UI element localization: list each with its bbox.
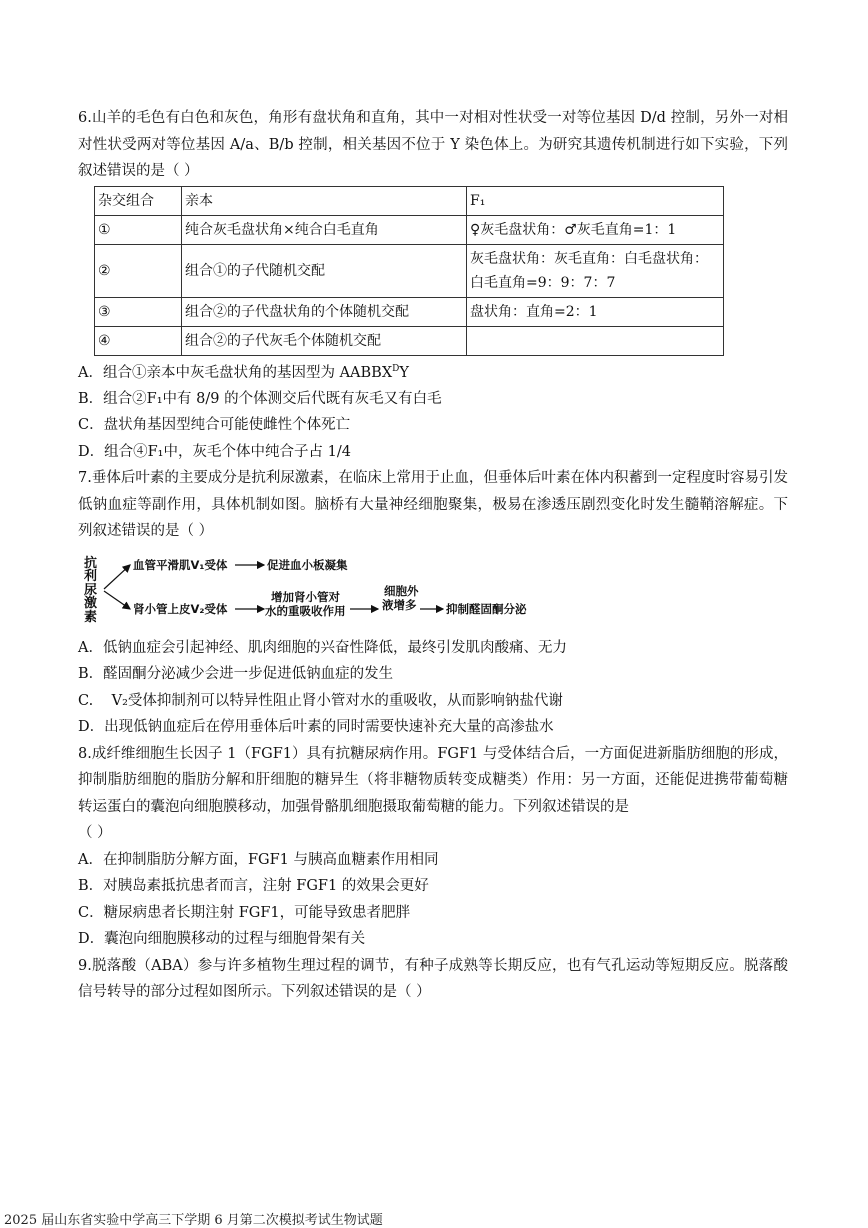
- branch-arrow-down: [104, 591, 130, 609]
- table-cell: [467, 326, 724, 355]
- table-row: [95, 297, 724, 326]
- table-cell: ②: [95, 244, 182, 297]
- bottom-step1-line2: 水的重吸收作用: [265, 603, 346, 618]
- table-row: [95, 215, 724, 244]
- table-cell: 组合②的子代盘状角的个体随机交配: [182, 297, 467, 326]
- q6-stem: 6.山羊的毛色有白色和灰色，角形有盘状角和直角，其中一对相对性状受一对等位基因 D/d 控制，另外一对相对性状受两对等位基因 A/a、B/b 控制，相关基因不位于 Y 染色体上。为研究其遗传机制进行如下实验，下列叙述错误的是（ ）: [78, 110, 788, 179]
- hormone-label: 抗利尿激素: [84, 555, 98, 625]
- bottom-step2-line2: 液增多: [382, 597, 417, 612]
- bottom-step1-line1: 增加肾小管对: [271, 589, 340, 604]
- q7-option-b: B．醛固酮分泌减少会进一步促进低钠血症的发生: [78, 666, 394, 683]
- table-cell: 组合②的子代灰毛个体随机交配: [182, 326, 467, 355]
- option-text: A．组合①亲本中灰毛盘状角的基因型为 AABBX: [78, 364, 393, 381]
- table-header-cell: F₁: [467, 186, 724, 215]
- branch-arrow-up: [104, 565, 130, 589]
- q6-option-a: [78, 356, 788, 386]
- q6-table: [94, 186, 724, 356]
- q7-stem: 7.垂体后叶素的主要成分是抗利尿激素，在临床上常用于止血，但垂体后叶素在体内积蓄到一定程度时容易引发低钠血症等副作用，具体机制如图。脑桥有大量神经细胞聚集，极易在渗透压剧烈变化时发生髓鞘溶解症。下列叙述错误的是（ ）: [78, 470, 788, 540]
- exam-page: [78, 105, 788, 1006]
- q7-mechanism-diagram: [78, 551, 788, 629]
- q8-answer-paren: （ ）: [78, 825, 112, 842]
- q8-option-c: C．糖尿病患者长期注射 FGF1，可能导致患者肥胖: [78, 904, 411, 921]
- q7-option-d: D．出现低钠血症后在停用垂体后叶素的同时需要快速补充大量的高渗盐水: [78, 719, 554, 736]
- table-cell: ③: [95, 297, 182, 326]
- table-cell: 灰毛盘状角：灰毛直角：白毛盘状角：白毛直角=9：9：7：7: [467, 244, 724, 297]
- table-row: [95, 244, 724, 297]
- q6-option-b: B．组合②F₁中有 8/9 的个体测交后代既有灰毛又有白毛: [78, 390, 442, 407]
- q6-option-d: D．组合④F₁中，灰毛个体中纯合子占 1/4: [78, 443, 351, 460]
- table-cell: 盘状角：直角=2：1: [467, 297, 724, 326]
- q6-option-c: C．盘状角基因型纯合可能使雌性个体死亡: [78, 417, 351, 434]
- table-cell: 纯合灰毛盘状角×纯合白毛直角: [182, 215, 467, 244]
- table-cell: ④: [95, 326, 182, 355]
- page-footer: 2025 届山东省实验中学高三下学期 6 月第二次模拟考试生物试题: [4, 1213, 383, 1228]
- table-header-cell: 亲本: [182, 186, 467, 215]
- table-row: [95, 326, 724, 355]
- table-cell: ①: [95, 215, 182, 244]
- q9-stem: 9.脱落酸（ABA）参与许多植物生理过程的调节，有种子成熟等长期反应，也有气孔运动等短期反应。脱落酸信号转导的部分过程如图所示。下列叙述错误的是（ ）: [78, 957, 788, 1001]
- top-effect: 促进血小板凝集: [267, 557, 348, 572]
- option-text: Y: [399, 364, 409, 381]
- q8-option-a: A．在抑制脂肪分解方面，FGF1 与胰高血糖素作用相同: [78, 851, 439, 868]
- top-receptor: 血管平滑肌V₁受体: [133, 557, 228, 572]
- bottom-step2-line1: 细胞外: [384, 583, 419, 598]
- q8-option-b: B．对胰岛素抵抗患者而言，注射 FGF1 的效果会更好: [78, 878, 429, 895]
- q8-option-d: D．囊泡向细胞膜移动的过程与细胞骨架有关: [78, 931, 366, 948]
- bottom-effect: 抑制醛固酮分泌: [446, 601, 527, 616]
- table-cell: ♀灰毛盘状角：♂灰毛直角=1：1: [467, 215, 724, 244]
- option-superscript: D: [392, 363, 400, 374]
- table-cell: 组合①的子代随机交配: [182, 244, 467, 297]
- q8-stem: 8.成纤维细胞生长因子 1（FGF1）具有抗糖尿病作用。FGF1 与受体结合后，一方面促进新脂肪细胞的形成，抑制脂肪细胞的脂肪分解和肝细胞的糖异生（将非糖物质转变成糖类）作用：另一方面，还能促进携带葡萄糖转运蛋白的囊泡向细胞膜移动，加强骨骼肌细胞摄取葡萄糖的能力。下列叙述错误的是: [78, 745, 788, 815]
- bottom-receptor: 肾小管上皮V₂受体: [133, 601, 228, 616]
- q7-option-c: C. V₂受体抑制剂可以特异性阻止肾小管对水的重吸收，从而影响钠盐代谢: [78, 692, 563, 709]
- q7-option-a: A．低钠血症会引起神经、肌肉细胞的兴奋性降低，最终引发肌肉酸痛、无力: [78, 639, 567, 656]
- table-header-row: [95, 186, 724, 215]
- table-header-cell: 杂交组合: [95, 186, 182, 215]
